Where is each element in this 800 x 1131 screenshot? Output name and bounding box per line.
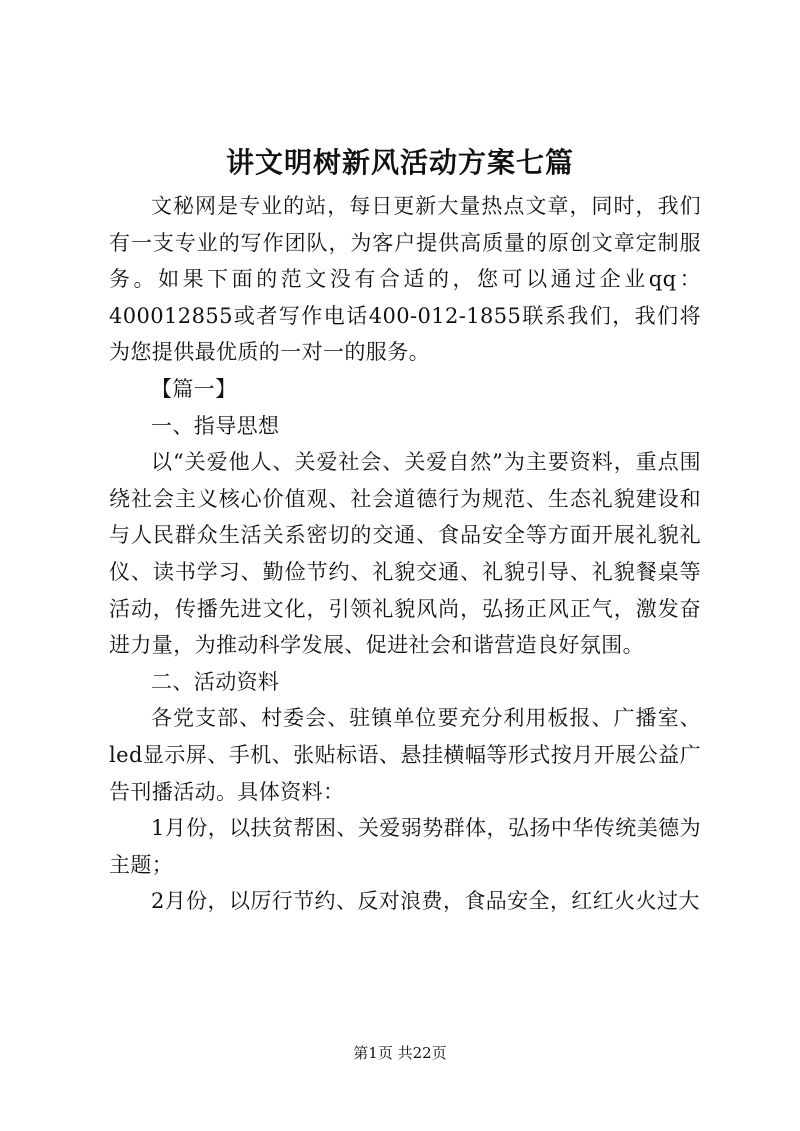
heading-guiding-ideology: 一、指导思想 [151,413,280,438]
activity-content-paragraph: 各党支部、村委会、驻镇单位要充分利用板报、广播室、led显示屏、手机、张贴标语、悬挂横幅等形式按月开展公益广告刊播活动。具体资料： [109,706,701,804]
february-item-paragraph: 2月份，以厉行节约、反对浪费，食品安全，红红火火过大 [151,889,700,914]
page-footer [0,1042,800,1064]
document-title: 讲文明树新风活动方案七篇 [225,146,574,179]
section-label-part-one: 【篇一】 [151,376,237,401]
heading-activity-content: 二、活动资料 [151,669,280,694]
guiding-ideology-paragraph: 以“关爱他人、关爱社会、关爱自然”为主要资料，重点围绕社会主义核心价值观、社会道德行为规范、生态礼貌建设和与人民群众生活关系密切的交通、食品安全等方面开展礼貌礼仪、读书学习、勤俭节约、礼貌交通、礼貌引导、礼貌餐桌等活动，传播先进文化，引领礼貌风尚，弘扬正风正气，激发奋进力量，为推动科学发展、促进社会和谐营造良好氛围。 [109,450,701,658]
intro-paragraph: 文秘网是专业的站，每日更新大量热点文章，同时，我们有一支专业的写作团队，为客户提供高质量的原创文章定制服务。如果下面的范文没有合适的，您可以通过企业qq：400012855或者写作电话400-012-1855联系我们，我们将为您提供最优质的一对一的服务。 [109,194,701,365]
document-body [109,188,701,920]
page-number-label: 第1页 共22页 [353,1044,447,1062]
january-item-paragraph: 1月份，以扶贫帮困、关爱弱势群体，弘扬中华传统美德为主题； [109,816,701,877]
